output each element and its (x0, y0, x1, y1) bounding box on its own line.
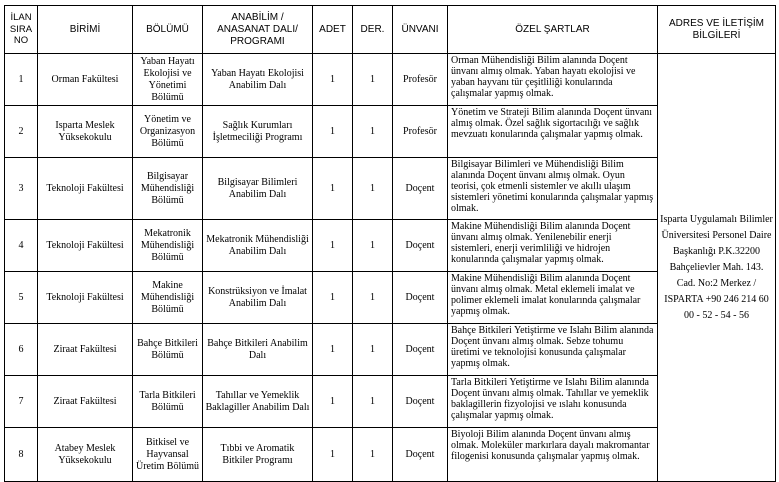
job-listing-table (4, 5, 776, 482)
row-no: 5 (5, 272, 38, 324)
row-der: 1 (353, 220, 393, 272)
row-anabilim: Sağlık Kurumları İşletmeciliği Programı (203, 106, 313, 158)
row-birimi: Ziraat Fakültesi (38, 324, 133, 376)
row-unvani: Doçent (393, 324, 448, 376)
row-adet: 1 (313, 158, 353, 220)
row-der: 1 (353, 272, 393, 324)
row-adet: 1 (313, 428, 353, 482)
row-unvani: Doçent (393, 158, 448, 220)
row-bolumu: Bahçe Bitkileri Bölümü (133, 324, 203, 376)
row-birimi: Isparta Meslek Yüksekokulu (38, 106, 133, 158)
row-birimi: Ziraat Fakültesi (38, 376, 133, 428)
row-birimi: Teknoloji Fakültesi (38, 158, 133, 220)
row-anabilim: Tıbbi ve Aromatik Bitkiler Programı (203, 428, 313, 482)
row-adet: 1 (313, 54, 353, 106)
row-no: 2 (5, 106, 38, 158)
row-unvani: Doçent (393, 272, 448, 324)
header-ilan-sira-no: İLAN SIRA NO (5, 6, 38, 54)
row-der: 1 (353, 54, 393, 106)
row-der: 1 (353, 324, 393, 376)
row-ozel-sartlar: Orman Mühendisliği Bilim alanında Doçent ünvanı almış olmak. Yaban hayatı ekolojisi ve yaban hayvanı tür çeşitliliği konularında çalışmalar yapmış olmak. (448, 54, 658, 106)
row-bolumu: Yönetim ve Organizasyon Bölümü (133, 106, 203, 158)
row-birimi: Orman Fakültesi (38, 54, 133, 106)
row-adet: 1 (313, 220, 353, 272)
header-der: DER. (353, 6, 393, 54)
row-anabilim: Bilgisayar Bilimleri Anabilim Dalı (203, 158, 313, 220)
header-adres: ADRES VE İLETİŞİM BİLGİLERİ (658, 6, 776, 54)
row-no: 1 (5, 54, 38, 106)
row-no: 8 (5, 428, 38, 482)
row-birimi: Teknoloji Fakültesi (38, 220, 133, 272)
row-anabilim: Yaban Hayatı Ekolojisi Anabilim Dalı (203, 54, 313, 106)
row-bolumu: Mekatronik Mühendisliği Bölümü (133, 220, 203, 272)
header-unvani: ÜNVANI (393, 6, 448, 54)
row-adet: 1 (313, 324, 353, 376)
row-bolumu: Bitkisel ve Hayvansal Üretim Bölümü (133, 428, 203, 482)
row-birimi: Teknoloji Fakültesi (38, 272, 133, 324)
row-ozel-sartlar: Bilgisayar Bilimleri ve Mühendisliği Bilim alanında Doçent ünvanı almış olmak. Oyun teorisi, çok etmenli sistemler ve akıllı ulaşım sistemleri yönetimi konularında çalışmalar yapmış olmak. (448, 158, 658, 220)
header-adet: ADET (313, 6, 353, 54)
row-bolumu: Bilgisayar Mühendisliği Bölümü (133, 158, 203, 220)
header-birimi: BİRİMİ (38, 6, 133, 54)
row-ozel-sartlar: Makine Mühendisliği Bilim alanında Doçent ünvanı almış olmak. Yenilenebilir enerji sistemleri, enerji verimliliği ve hidrojen konularında çalışmalar yapmış olmak. (448, 220, 658, 272)
row-anabilim: Mekatronik Mühendisliği Anabilim Dalı (203, 220, 313, 272)
row-bolumu: Tarla Bitkileri Bölümü (133, 376, 203, 428)
row-der: 1 (353, 106, 393, 158)
row-der: 1 (353, 376, 393, 428)
row-adet: 1 (313, 376, 353, 428)
address-contact-cell: Isparta Uygulamalı Bilimler Üniversitesi Personel Daire Başkanlığı P.K.32200 Bahçelievler Mah. 143. Cad. No:2 Merkez / ISPARTA +90 246 214 60 00 - 52 - 54 - 56 (658, 54, 776, 482)
row-ozel-sartlar: Biyoloji Bilim alanında Doçent ünvanı almış olmak. Moleküler markırlara dayalı makromantar filogenisi konusunda çalışmalar yapmış olmak. (448, 428, 658, 482)
row-anabilim: Bahçe Bitkileri Anabilim Dalı (203, 324, 313, 376)
row-adet: 1 (313, 272, 353, 324)
row-anabilim: Tahıllar ve Yemeklik Baklagiller Anabilim Dalı (203, 376, 313, 428)
row-birimi: Atabey Meslek Yüksekokulu (38, 428, 133, 482)
row-der: 1 (353, 428, 393, 482)
header-bolumu: BÖLÜMÜ (133, 6, 203, 54)
row-no: 6 (5, 324, 38, 376)
row-unvani: Profesör (393, 54, 448, 106)
row-ozel-sartlar: Makine Mühendisliği Bilim alanında Doçent ünvanı almış olmak. Metal eklemeli imalat ve polimer eklemeli imalat konularında çalışmalar yapmış olmak. (448, 272, 658, 324)
row-no: 3 (5, 158, 38, 220)
header-ozel-sartlar: ÖZEL ŞARTLAR (448, 6, 658, 54)
row-unvani: Doçent (393, 428, 448, 482)
header-anabilim: ANABİLİM / ANASANAT DALI/ PROGRAMI (203, 6, 313, 54)
row-anabilim: Konstrüksiyon ve İmalat Anabilim Dalı (203, 272, 313, 324)
row-no: 7 (5, 376, 38, 428)
row-ozel-sartlar: Yönetim ve Strateji Bilim alanında Doçent ünvanı almış olmak. Özel sağlık sigortacılığı ve sağlık mevzuatı konularında çalışmalar yapmış olmak. (448, 106, 658, 158)
row-bolumu: Yaban Hayatı Ekolojisi ve Yönetimi Bölümü (133, 54, 203, 106)
row-no: 4 (5, 220, 38, 272)
row-unvani: Doçent (393, 376, 448, 428)
table-header-row (5, 6, 776, 54)
row-ozel-sartlar: Tarla Bitkileri Yetiştirme ve Islahı Bilim alanında Doçent ünvanı almış olmak. Tahıllar ve yemeklik baklagillerin fizyolojisi ve ıslahı konusunda çalışmalar yapmış olmak. (448, 376, 658, 428)
row-unvani: Profesör (393, 106, 448, 158)
row-ozel-sartlar: Bahçe Bitkileri Yetiştirme ve Islahı Bilim alanında Doçent ünvanı almış olmak. Sebze tohumu üretimi ve teknolojisi konusunda çalışmalar yapmış olmak. (448, 324, 658, 376)
row-adet: 1 (313, 106, 353, 158)
table-row (5, 54, 776, 106)
row-bolumu: Makine Mühendisliği Bölümü (133, 272, 203, 324)
row-unvani: Doçent (393, 220, 448, 272)
row-der: 1 (353, 158, 393, 220)
